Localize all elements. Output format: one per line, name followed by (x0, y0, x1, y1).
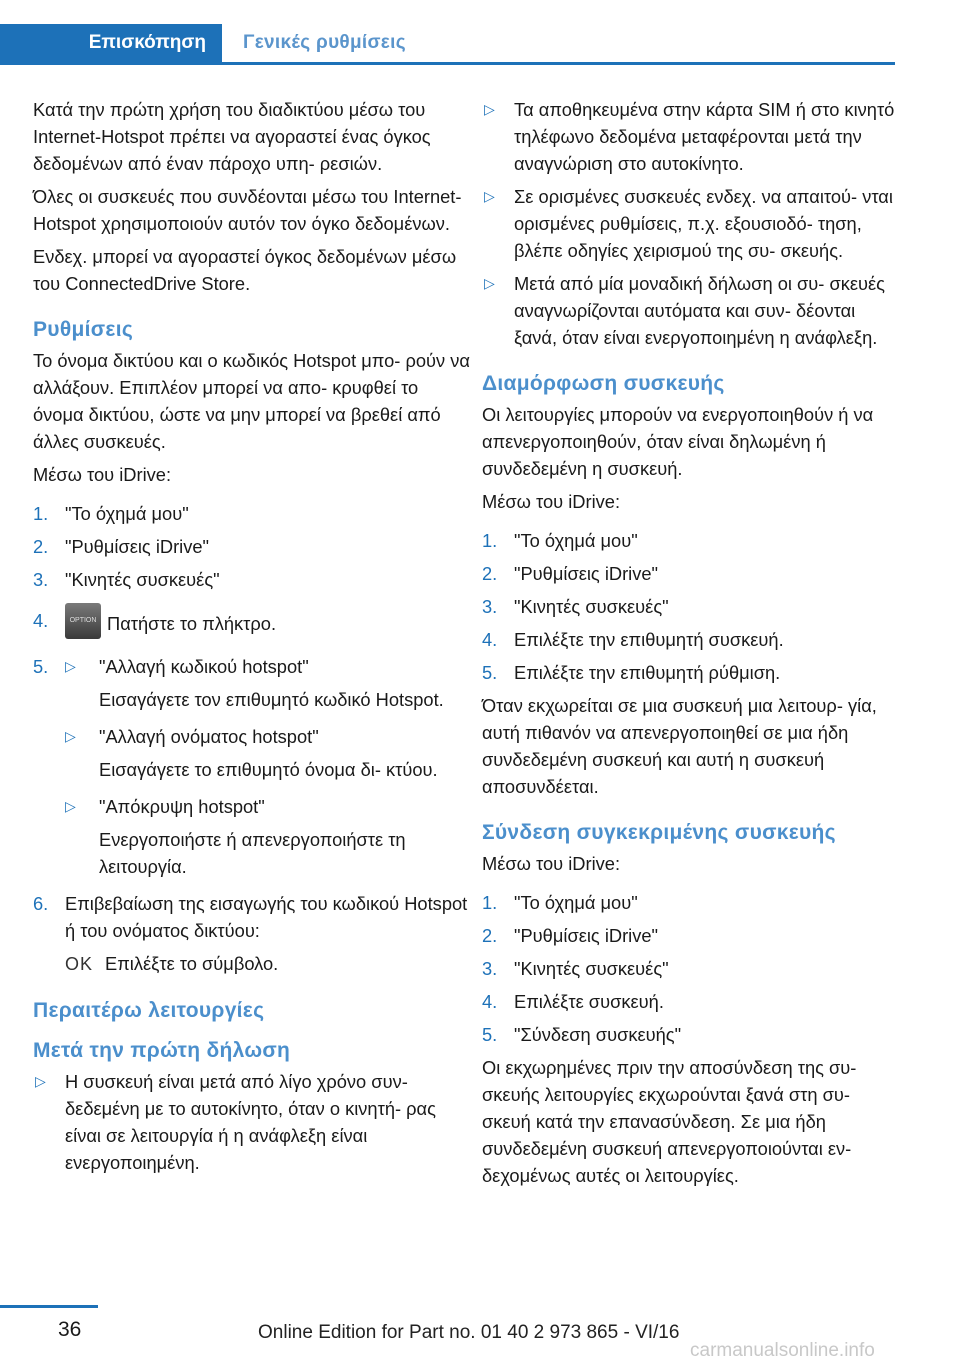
list-item: 3. "Κινητές συσκευές" (482, 958, 669, 979)
sub-text: OK Επιλέξτε το σύμβολο. (33, 950, 473, 978)
paragraph: Μέσω του iDrive: (482, 853, 621, 874)
ok-icon: OK (65, 954, 94, 974)
list-item: 3. "Κινητές συσκευές" (482, 596, 669, 617)
right-column (482, 96, 896, 1195)
triangle-bullet-icon: ▷ (35, 1073, 46, 1089)
step-number: 3. (33, 569, 49, 590)
paragraph: Μέσω του iDrive: (33, 464, 172, 485)
paragraph: Οι εκχωρημένες πριν την αποσύνδεση της συ‐ σκευής λειτουργίες εκχωρούνται ξανά στη συ‐ σκευή κατά την επανασύνδεση. Σε μια ήδη συνδεδεμένη συσκευή απενεργοποιούνται εν‐ δεχομένως αυτές οι λειτουργίες. (482, 1057, 857, 1186)
sub-text: Εισαγάγετε τον επιθυμητό κωδικό Hotspot. (99, 689, 444, 710)
heading-after-first-registration: Μετά την πρώτη δήλωση (33, 1039, 291, 1062)
list-item: 4. Επιλέξτε συσκευή. (482, 991, 664, 1012)
tab-overview[interactable]: Επισκόπηση (0, 24, 222, 62)
triangle-bullet-icon: ▷ (484, 188, 495, 204)
list-item: 2. "Ρυθμίσεις iDrive" (482, 563, 659, 584)
list-item (33, 607, 473, 643)
list-item: ▷ Μετά από μία μοναδική δήλωση οι συ‐ σκευές αναγνωρίζονται αυτόματα και συν‐ δέονται ξανά, όταν είναι ενεργοποιημένη η ανάφλεξη. (482, 270, 896, 351)
footer-divider (0, 1305, 98, 1308)
option-button-icon: OPTION (65, 603, 101, 639)
edition-text: Online Edition for Part no. 01 40 2 973 865 - VI/16 (258, 1322, 680, 1343)
step-text: "Το όχημά μου" (65, 503, 189, 524)
page-number: 36 (58, 1318, 82, 1341)
paragraph: Μέσω του iDrive: (482, 491, 621, 512)
paragraph: Ενδεχ. μπορεί να αγοραστεί όγκος δεδομένων μέσω του ConnectedDrive Store. (33, 246, 457, 294)
sub-text: Ενεργοποιήστε ή απενεργοποιήστε τη λειτουργία. (99, 829, 406, 877)
left-column (33, 96, 473, 1182)
heading-more-functions: Περαιτέρω λειτουργίες (33, 999, 265, 1022)
list-item: 1. "Το όχημά μου" (482, 892, 638, 913)
triangle-bullet-icon: ▷ (484, 101, 495, 117)
step-number: 5. (33, 656, 49, 677)
sub-text: Εισαγάγετε το επιθυμητό όνομα δι‐ κτύου. (99, 759, 438, 780)
list-item: 1. "Το όχημά μου" (482, 530, 638, 551)
paragraph: Κατά την πρώτη χρήση του διαδικτύου μέσω του Internet-Hotspot πρέπει να αγοραστεί ένας όγκος δεδομένων από έναν πάροχο υπη‐ ρεσιών. (33, 99, 431, 174)
list-item: 5. "Σύνδεση συσκευής" (482, 1024, 682, 1045)
step-number: 4. (33, 610, 49, 631)
paragraph: Όλες οι συσκευές που συνδέονται μέσω του Internet-Hotspot χρησιμοποιούν αυτόν τον όγκο δεδομένων. (33, 186, 462, 234)
heading-settings: Ρυθμίσεις (33, 318, 134, 341)
header-tabbar (0, 24, 895, 65)
triangle-bullet-icon: ▷ (65, 658, 76, 674)
list-item: 2. "Ρυθμίσεις iDrive" (482, 925, 659, 946)
list-item: 5. Επιλέξτε την επιθυμητή ρύθμιση. (482, 662, 781, 683)
paragraph: Όταν εκχωρείται σε μια συσκευή μια λειτουρ‐ γία, αυτή πιθανόν να απενεργοποιηθεί σε μια ήδη συνδεδεμένη συσκευή και αυτή η συσκευή αποσυνδέεται. (482, 695, 877, 797)
triangle-bullet-icon: ▷ (65, 728, 76, 744)
tab-general-settings[interactable]: Γενικές ρυθμίσεις (243, 32, 406, 53)
step-number: 2. (33, 536, 49, 557)
heading-connect-device: Σύνδεση συγκεκριμένης συσκευής (482, 821, 836, 844)
paragraph: Οι λειτουργίες μπορούν να ενεργοποιηθούν ή να απενεργοποιηθούν, όταν είναι δηλωμένη ή συνδεδεμένη η συσκευή. (482, 404, 874, 479)
step-text: Επιβεβαίωση της εισαγωγής του κωδικού Hotspot ή του ονόματος δικτύου: (65, 893, 468, 941)
paragraph: Το όνομα δικτύου και ο κωδικός Hotspot μπο‐ ρούν να αλλάξουν. Επιπλέον μπορεί να απο‐ κρυφθεί το όνομα δικτύου, ώστε να μην μπορεί να βρεθεί από άλλες συσκευές. (33, 350, 470, 452)
list-item (33, 890, 473, 944)
sub-item: ▷ "Απόκρυψη hotspot" (33, 793, 473, 820)
step-number: 6. (33, 893, 49, 914)
triangle-bullet-icon: ▷ (484, 275, 495, 291)
watermark: carmanualsonline.info (690, 1340, 875, 1361)
step-text: "Ρυθμίσεις iDrive" (65, 536, 210, 557)
step-text: Πατήστε το πλήκτρο. (107, 612, 277, 634)
list-item: 4. Επιλέξτε την επιθυμητή συσκευή. (482, 629, 784, 650)
list-item: ▷ Η συσκευή είναι μετά από λίγο χρόνο συν‐ δεδεμένη με το αυτοκίνητο, όταν ο κινητή‐ ρας είναι σε λειτουργία ή η ανάφλεξη είναι ενεργοποιημένη. (33, 1068, 473, 1176)
list-item (33, 500, 473, 527)
list-item (33, 533, 473, 560)
step-number: 1. (33, 503, 49, 524)
list-item: ▷ Τα αποθηκευμένα στην κάρτα SIM ή στο κινητό τηλέφωνο δεδομένα μεταφέρονται μετά την αναγνώριση στο αυτοκίνητο. (482, 96, 896, 177)
triangle-bullet-icon: ▷ (65, 798, 76, 814)
list-item (33, 653, 473, 680)
sub-item: ▷ "Αλλαγή ονόματος hotspot" (33, 723, 473, 750)
list-item: ▷ Σε ορισμένες συσκευές ενδεχ. να απαιτού‐ νται ορισμένες ρυθμίσεις, π.χ. εξουσιοδό‐ τηση, βλέπε οδηγίες χειρισμού της συ‐ σκευής. (482, 183, 896, 264)
step-text: "Αλλαγή κωδικού hotspot" (99, 656, 309, 677)
step-text: "Κινητές συσκευές" (65, 569, 220, 590)
heading-device-configuration: Διαμόρφωση συσκευής (482, 372, 725, 395)
list-item (33, 566, 473, 593)
